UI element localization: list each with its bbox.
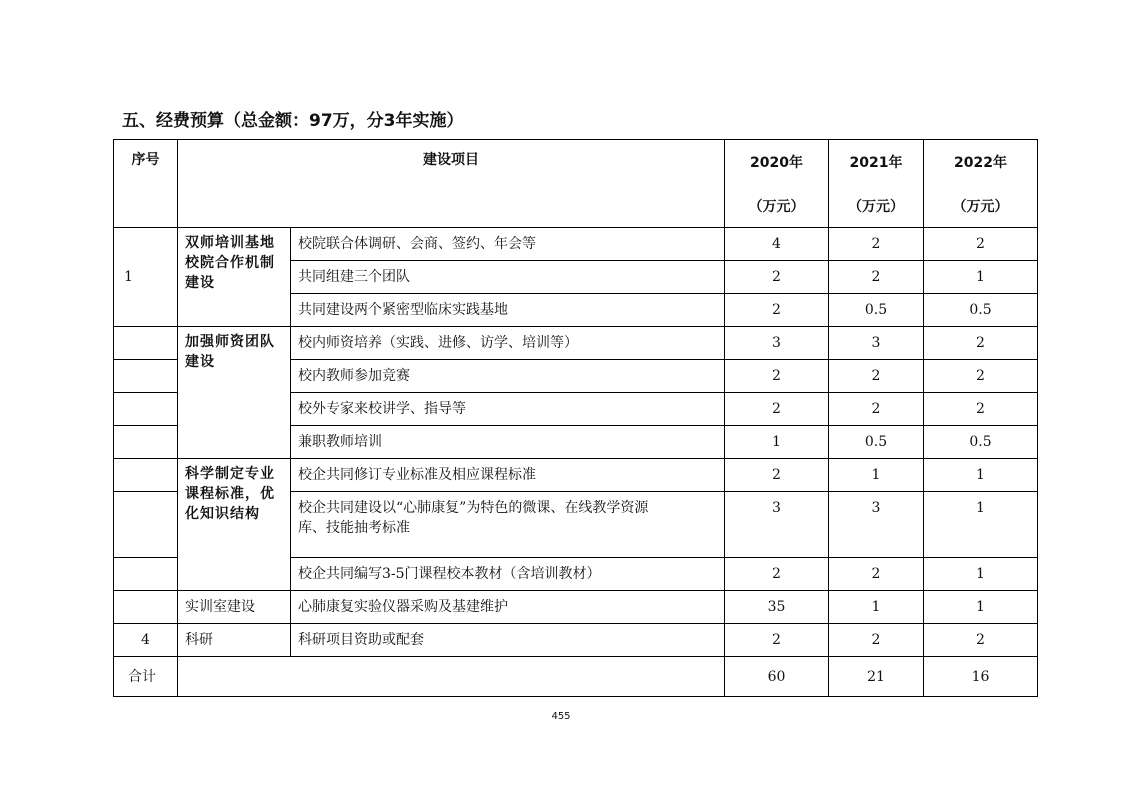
row-seq: 1 xyxy=(114,228,178,327)
header-2021-unit: （万元） xyxy=(848,199,904,215)
table-row xyxy=(114,327,1038,360)
item-name: 校内教师参加竞赛 xyxy=(291,360,725,393)
value-2022: 1 xyxy=(924,261,1038,294)
total-row xyxy=(114,657,1038,697)
header-row xyxy=(114,140,1038,228)
header-2021-year: 2021年 xyxy=(849,155,903,171)
value-2020: 2 xyxy=(725,624,829,657)
value-2022: 0.5 xyxy=(924,426,1038,459)
table-row xyxy=(114,591,1038,624)
header-2022 xyxy=(924,140,1038,228)
value-2022: 2 xyxy=(924,624,1038,657)
value-2022: 2 xyxy=(924,327,1038,360)
item-name: 校企共同编写3-5门课程校本教材（含培训教材） xyxy=(291,558,725,591)
value-2020: 3 xyxy=(725,327,829,360)
header-2020 xyxy=(725,140,829,228)
total-empty xyxy=(178,657,725,697)
row-seq: 4 xyxy=(114,624,178,657)
value-2022: 1 xyxy=(924,558,1038,591)
item-name: 共同建设两个紧密型临床实践基地 xyxy=(291,294,725,327)
value-2022: 0.5 xyxy=(924,294,1038,327)
value-2022: 1 xyxy=(924,459,1038,492)
group-name: 实训室建设 xyxy=(178,591,291,624)
group-name: 科研 xyxy=(178,624,291,657)
value-2021: 0.5 xyxy=(829,426,924,459)
item-name: 共同组建三个团队 xyxy=(291,261,725,294)
header-project: 建设项目 xyxy=(178,140,725,228)
item-name: 科研项目资助或配套 xyxy=(291,624,725,657)
value-2022: 2 xyxy=(924,360,1038,393)
row-seq xyxy=(114,459,178,492)
total-2020: 60 xyxy=(725,657,829,697)
value-2020: 2 xyxy=(725,360,829,393)
table-row xyxy=(114,624,1038,657)
item-name: 兼职教师培训 xyxy=(291,426,725,459)
table-row xyxy=(114,459,1038,492)
header-2021 xyxy=(829,140,924,228)
row-seq xyxy=(114,591,178,624)
item-name: 校企共同建设以“心肺康复”为特色的微课、在线教学资源 库、技能抽考标准 xyxy=(291,492,725,558)
item-name: 校院联合体调研、会商、签约、年会等 xyxy=(291,228,725,261)
header-2020-year: 2020年 xyxy=(750,155,803,171)
value-2020: 3 xyxy=(725,492,829,558)
header-seq: 序号 xyxy=(114,140,178,228)
item-name: 心肺康复实验仪器采购及基建维护 xyxy=(291,591,725,624)
group-name: 加强师资团队 建设 xyxy=(178,327,291,459)
header-2022-year: 2022年 xyxy=(954,155,1007,171)
value-2022: 2 xyxy=(924,393,1038,426)
value-2022: 2 xyxy=(924,228,1038,261)
total-label: 合计 xyxy=(114,657,178,697)
row-seq xyxy=(114,558,178,591)
table-row xyxy=(114,228,1038,261)
value-2020: 2 xyxy=(725,558,829,591)
row-seq xyxy=(114,360,178,393)
value-2021: 0.5 xyxy=(829,294,924,327)
total-2021: 21 xyxy=(829,657,924,697)
value-2020: 4 xyxy=(725,228,829,261)
value-2021: 2 xyxy=(829,360,924,393)
value-2021: 2 xyxy=(829,393,924,426)
value-2021: 3 xyxy=(829,327,924,360)
row-seq xyxy=(114,393,178,426)
value-2020: 2 xyxy=(725,459,829,492)
section-title: 五、经费预算（总金额：97万，分3年实施） xyxy=(122,111,464,131)
value-2021: 1 xyxy=(829,591,924,624)
row-seq xyxy=(114,492,178,558)
item-name: 校内师资培养（实践、进修、访学、培训等） xyxy=(291,327,725,360)
group-name: 双师培训基地 校院合作机制 建设 xyxy=(178,228,291,327)
header-2020-unit: （万元） xyxy=(748,199,805,215)
value-2021: 3 xyxy=(829,492,924,558)
value-2020: 2 xyxy=(725,294,829,327)
budget-table xyxy=(113,139,1038,697)
item-name: 校企共同修订专业标准及相应课程标准 xyxy=(291,459,725,492)
group-name: 科学制定专业 课程标准，优 化知识结构 xyxy=(178,459,291,591)
value-2021: 1 xyxy=(829,459,924,492)
value-2020: 2 xyxy=(725,393,829,426)
value-2022: 1 xyxy=(924,492,1038,558)
row-seq xyxy=(114,327,178,360)
item-name: 校外专家来校讲学、指导等 xyxy=(291,393,725,426)
row-seq xyxy=(114,426,178,459)
page-number: 455 xyxy=(551,711,571,722)
value-2020: 1 xyxy=(725,426,829,459)
value-2020: 2 xyxy=(725,261,829,294)
value-2021: 2 xyxy=(829,558,924,591)
value-2021: 2 xyxy=(829,228,924,261)
header-2022-unit: （万元） xyxy=(952,199,1009,215)
value-2020: 35 xyxy=(725,591,829,624)
value-2021: 2 xyxy=(829,261,924,294)
value-2022: 1 xyxy=(924,591,1038,624)
total-2022: 16 xyxy=(924,657,1038,697)
value-2021: 2 xyxy=(829,624,924,657)
